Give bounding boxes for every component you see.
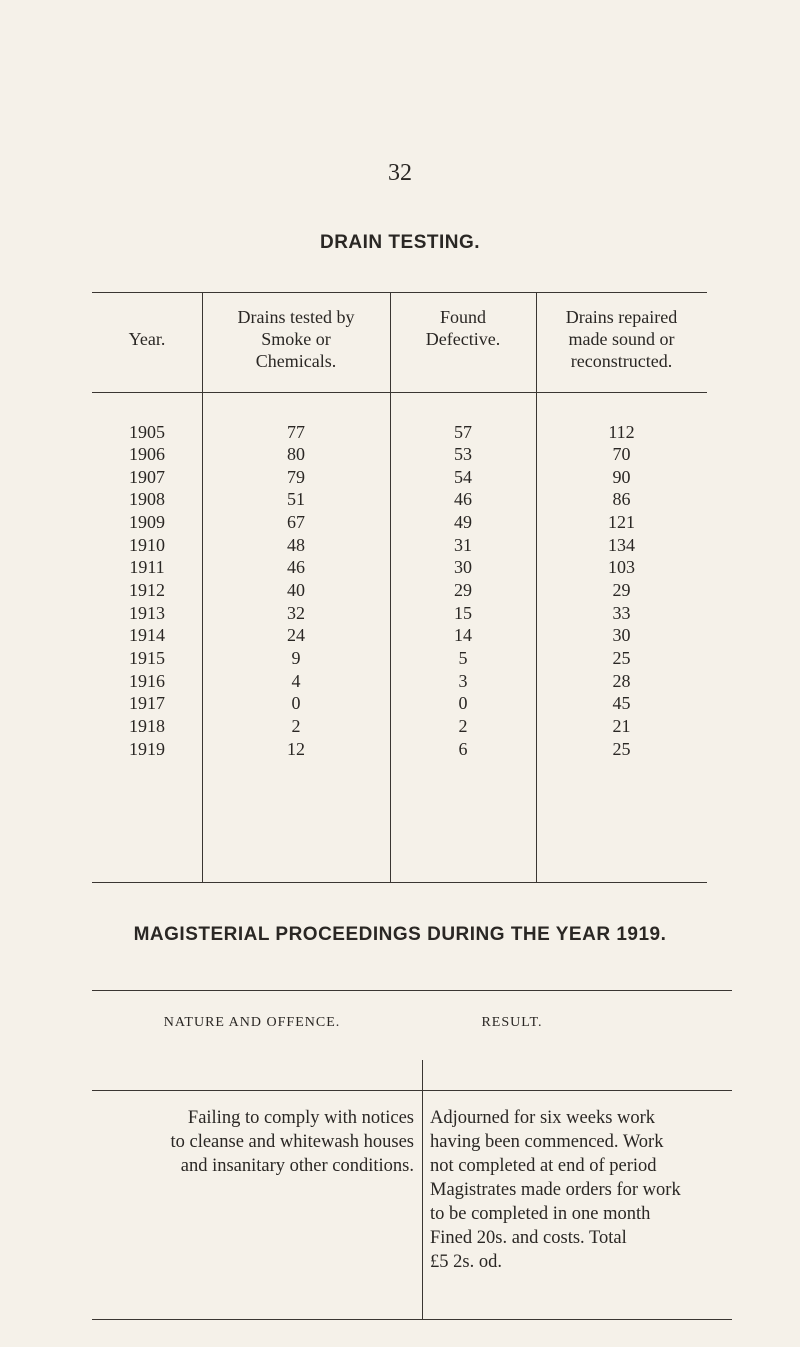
table-row [92,625,707,647]
magisterial-title: MAGISTERIAL PROCEEDINGS DURING THE YEAR 1919. [133,924,667,945]
found-cell: 49 [454,512,472,532]
repaired-cell: 134 [608,535,635,555]
found-cell: 31 [454,535,472,555]
year-cell: 1909 [129,512,165,532]
table-top-rule [92,990,732,991]
header-repaired-line: Drains repaired [565,307,678,327]
year-cell: 1919 [129,739,165,759]
year-cell: 1911 [129,557,165,577]
header-repaired-line: reconstructed. [570,351,673,371]
header-tested [202,306,390,372]
found-cell: 6 [458,739,468,759]
header-result: RESULT. [481,1015,543,1030]
header-bottom-rule [92,392,707,393]
table-row [92,603,707,625]
year-cell: 1910 [129,535,165,555]
found-cell: 29 [454,580,472,600]
result-line: £5 2s. od. [430,1252,502,1272]
year-cell: 1913 [129,603,165,623]
tested-cell: 9 [291,648,301,668]
header-tested-line: Chemicals. [255,351,337,371]
page-number: 32 [388,160,412,186]
table-bottom-rule [92,1319,732,1320]
year-cell: 1907 [129,467,165,487]
table-top-rule [92,292,707,293]
found-cell: 2 [458,716,468,736]
header-repaired [536,306,707,372]
repaired-cell: 121 [608,512,635,532]
year-cell: 1918 [129,716,165,736]
year-cell: 1912 [129,580,165,600]
table-row [92,557,707,579]
repaired-cell: 30 [612,625,631,645]
repaired-cell: 25 [612,739,631,759]
table-row [92,739,707,761]
table-row [92,444,707,466]
tested-cell: 4 [291,671,301,691]
repaired-cell: 90 [612,467,631,487]
repaired-cell: 33 [612,603,631,623]
magisterial-table [92,990,732,1320]
year-cell: 1908 [129,489,165,509]
tested-cell: 48 [287,535,305,555]
header-found-line: Found [439,307,486,327]
result-line: Fined 20s. and costs. Total [430,1228,627,1248]
repaired-cell: 28 [612,671,631,691]
found-cell: 54 [454,467,472,487]
year-cell: 1914 [129,625,165,645]
drain-testing-table [92,292,707,892]
table-row [92,671,707,693]
offence-line: and insanitary other conditions. [180,1156,414,1176]
tested-cell: 77 [287,422,305,442]
table-row [92,648,707,670]
found-cell: 0 [458,693,468,713]
year-cell: 1916 [129,671,165,691]
found-cell: 14 [454,625,472,645]
repaired-cell: 112 [608,422,635,442]
result-text [430,1106,732,1274]
year-cell: 1917 [129,693,165,713]
result-line: Magistrates made orders for work [430,1180,681,1200]
tested-cell: 2 [291,716,301,736]
table-row [92,489,707,511]
tested-cell: 32 [287,603,305,623]
table-row [92,422,707,444]
repaired-cell: 86 [612,489,631,509]
table-row [92,467,707,489]
tested-cell: 51 [287,489,305,509]
drain-testing-title: DRAIN TESTING. [319,232,481,253]
tested-cell: 12 [287,739,305,759]
result-line: to be completed in one month [430,1204,651,1224]
repaired-cell: 25 [612,648,631,668]
result-line: having been commenced. Work [430,1132,664,1152]
table-bottom-rule [92,882,707,883]
header-tested-line: Drains tested by [237,307,355,327]
table-row [92,693,707,715]
header-bottom-rule [92,1090,732,1091]
found-cell: 46 [454,489,472,509]
header-found-line: Defective. [425,329,501,349]
result-line: Adjourned for six weeks work [430,1108,656,1128]
table-row [92,535,707,557]
repaired-cell: 103 [608,557,635,577]
tested-cell: 80 [287,444,305,464]
year-cell: 1905 [129,422,165,442]
header-found [390,306,536,350]
tested-cell: 79 [287,467,305,487]
tested-cell: 40 [287,580,305,600]
repaired-cell: 21 [612,716,631,736]
header-year: Year. [128,329,166,349]
table-row [92,512,707,534]
found-cell: 53 [454,444,472,464]
year-cell: 1915 [129,648,165,668]
found-cell: 5 [458,648,468,668]
tested-cell: 0 [291,693,301,713]
tested-cell: 24 [287,625,305,645]
tested-cell: 46 [287,557,305,577]
offence-line: to cleanse and whitewash houses [170,1132,414,1152]
found-cell: 30 [454,557,472,577]
table-row [92,580,707,602]
found-cell: 15 [454,603,472,623]
table-row [92,716,707,738]
found-cell: 3 [458,671,468,691]
offence-text [92,1106,414,1178]
year-cell: 1906 [129,444,165,464]
repaired-cell: 70 [612,444,631,464]
offence-line: Failing to comply with notices [187,1108,414,1128]
header-tested-line: Smoke or [261,329,331,349]
repaired-cell: 45 [612,693,631,713]
found-cell: 57 [454,422,472,442]
header-offence: NATURE AND OFFENCE. [163,1015,341,1030]
header-repaired-line: made sound or [568,329,675,349]
tested-cell: 67 [287,512,305,532]
result-line: not completed at end of period [430,1156,657,1176]
column-divider [422,1060,423,1319]
repaired-cell: 29 [612,580,631,600]
